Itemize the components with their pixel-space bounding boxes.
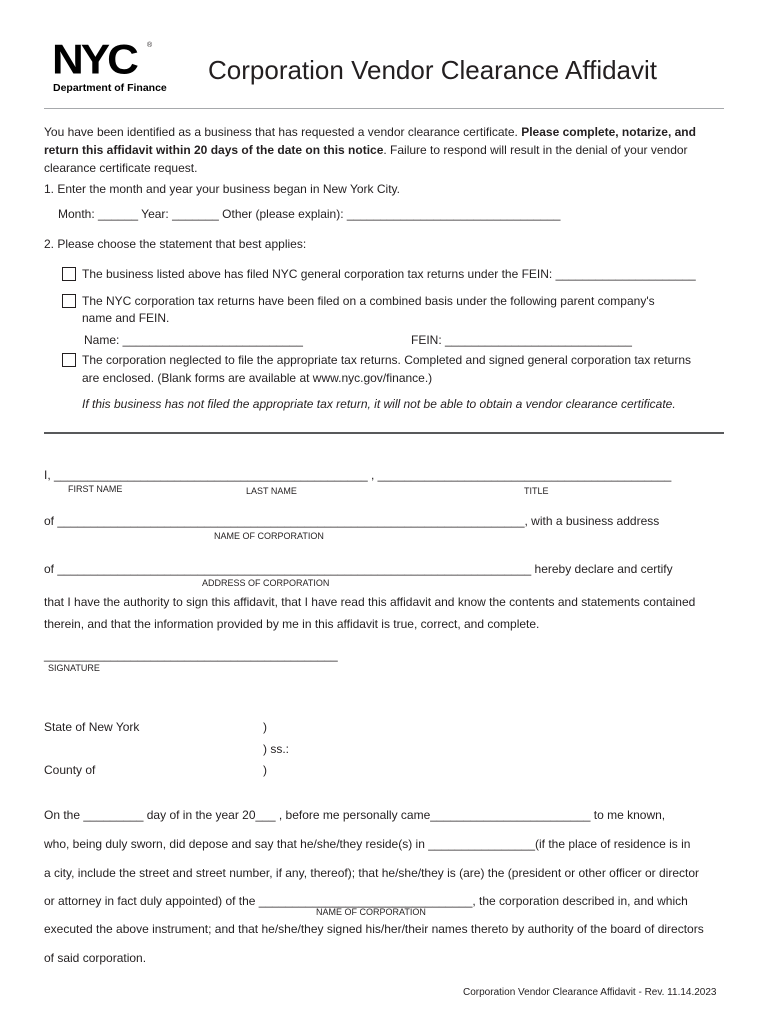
notary-line-5: executed the above instrument; and that he/she/they signed his/her/their names thereto by authority of the board of directors	[44, 922, 704, 936]
corporation-address-line[interactable]: of _______________________________________________________________________ hereby declare and certify	[44, 562, 673, 576]
authority-statement-line2: therein, and that the information provided by me in this affidavit is true, correct, and complete.	[44, 617, 540, 631]
label-signature: SIGNATURE	[48, 663, 100, 673]
intro-text-2: . Failure to respond will result in the denial of your vendor clearance certificate request.	[44, 143, 688, 175]
option-neglected-line1: The corporation neglected to file the appropriate tax returns. Completed and signed general corporation tax returns	[82, 353, 692, 367]
checkbox-fein-filed[interactable]	[62, 267, 76, 281]
option-fein-filed: The business listed above has filed NYC general corporation tax returns under the FEIN: _____________________	[82, 267, 696, 281]
nyc-logo: NYC	[52, 36, 136, 83]
intro-text-1: You have been identified as a business that has requested a vendor clearance certificate.	[44, 125, 522, 139]
label-last-name: LAST NAME	[246, 486, 297, 496]
notary-line-6: of said corporation.	[44, 951, 147, 965]
notary-line-1[interactable]: On the _________ day of in the year 20___ , before me personally came________________________ to me known,	[44, 808, 666, 822]
section-divider	[44, 432, 724, 434]
label-name-of-corporation: NAME OF CORPORATION	[214, 531, 324, 541]
footer-revision: Corporation Vendor Clearance Affidavit - Rev. 11.14.2023	[463, 987, 717, 998]
notary-line-4[interactable]: or attorney in fact duly appointed) of the ________________________________, the corporation described in, and which	[44, 894, 688, 908]
label-first-name: FIRST NAME	[68, 484, 123, 494]
paren-1: )	[263, 720, 267, 734]
intro-bold: Please complete, notarize, and return this affidavit within 20 days of the date on this notice	[44, 125, 696, 157]
declarant-line[interactable]: I, _______________________________________________ , ____________________________________________	[44, 468, 672, 482]
intro-paragraph	[44, 123, 724, 177]
label-notary-name-of-corporation: NAME OF CORPORATION	[316, 907, 426, 917]
state-label: State of New York	[44, 720, 140, 734]
registered-mark: ®	[147, 42, 153, 49]
authority-statement-line1: that I have the authority to sign this affidavit, that I have read this affidavit and know the contents and statements contained	[44, 595, 696, 609]
header-divider	[44, 108, 724, 109]
notary-line-3: a city, include the street and street number, if any, thereof); that he/she/they is (are) the (president or other officer or director	[44, 866, 699, 880]
option-combined-basis-line2: name and FEIN.	[82, 311, 170, 325]
q2-prompt: 2. Please choose the statement that best applies:	[44, 237, 307, 251]
notary-line-2[interactable]: who, being duly sworn, did depose and say that he/she/they reside(s) in ________________(if the place of residence is in	[44, 837, 691, 851]
q1-date-fields[interactable]: Month: ______ Year: _______ Other (please explain): ________________________________	[58, 207, 561, 221]
parent-name-field[interactable]: Name: ___________________________	[84, 333, 303, 347]
corporation-name-line[interactable]: of ______________________________________________________________________, with a business address	[44, 514, 660, 528]
parent-fein-field[interactable]: FEIN: ____________________________	[411, 333, 632, 347]
option-combined-basis-line1: The NYC corporation tax returns have been filed on a combined basis under the following parent company's	[82, 294, 655, 308]
label-title: TITLE	[524, 486, 549, 496]
warning-note: If this business has not filed the appropriate tax return, it will not be able to obtain a vendor clearance certificate.	[82, 397, 676, 411]
county-label[interactable]: County of	[44, 763, 96, 777]
checkbox-combined-basis[interactable]	[62, 294, 76, 308]
checkbox-neglected[interactable]	[62, 353, 76, 367]
paren-3: )	[263, 763, 267, 777]
ss-label: ) ss.:	[263, 742, 289, 756]
signature-line[interactable]: ____________________________________________	[44, 648, 338, 662]
option-neglected-line2: are enclosed. (Blank forms are available at www.nyc.gov/finance.)	[82, 371, 433, 385]
q1-prompt: 1. Enter the month and year your business began in New York City.	[44, 182, 400, 196]
page-title: Corporation Vendor Clearance Affidavit	[208, 55, 658, 85]
label-address-of-corporation: ADDRESS OF CORPORATION	[202, 578, 330, 588]
department-name: Department of Finance	[53, 82, 167, 94]
